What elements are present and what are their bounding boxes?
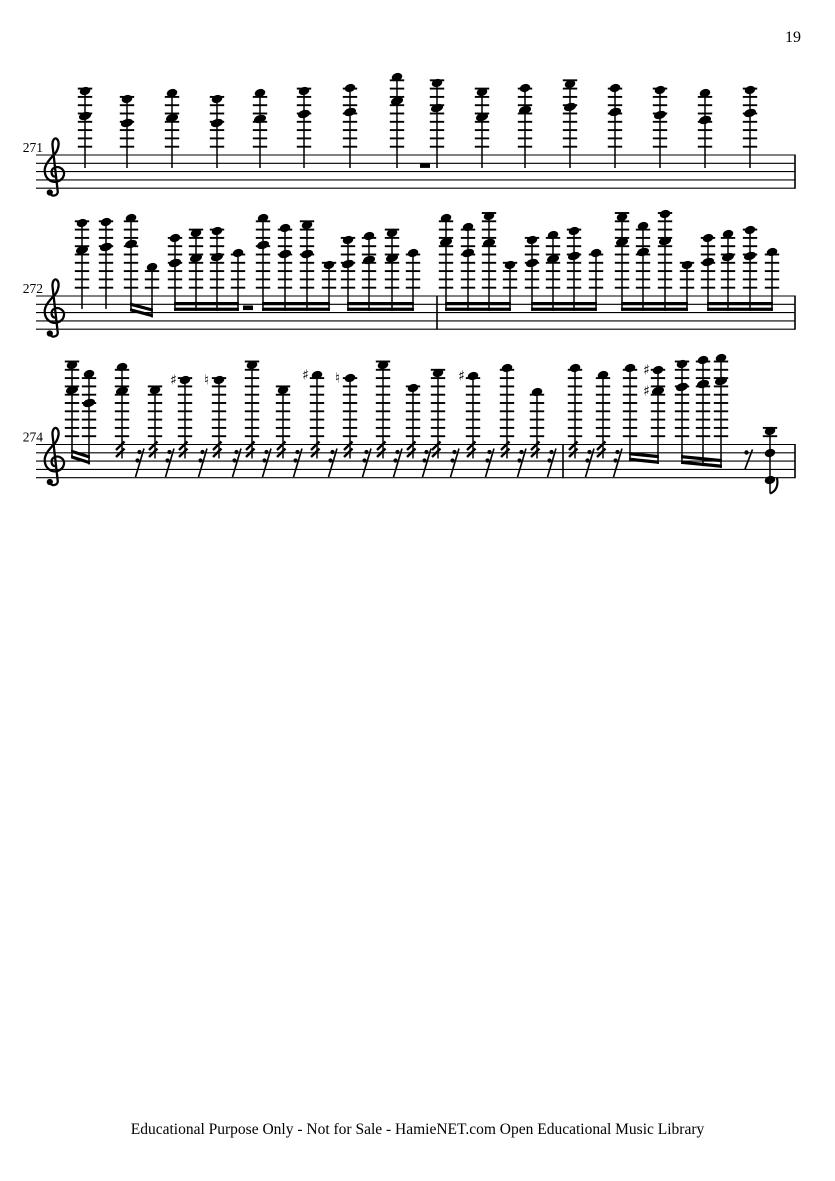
event-s <box>148 385 162 459</box>
event-g <box>701 225 779 311</box>
event-q <box>120 94 134 168</box>
event-g <box>525 226 603 311</box>
event-r2 <box>243 306 253 311</box>
event-s <box>276 385 290 459</box>
event-g <box>65 360 96 465</box>
svg-text:♯: ♯ <box>643 362 650 379</box>
event-q <box>475 87 489 168</box>
event-s <box>596 370 610 459</box>
event-s <box>204 373 226 459</box>
svg-text:272: 272 <box>22 281 43 296</box>
event-g <box>124 213 159 318</box>
event-q <box>99 217 113 309</box>
event-q <box>78 86 92 168</box>
event-s <box>335 371 357 459</box>
event-q <box>390 72 404 168</box>
event-q <box>210 94 224 168</box>
event-g <box>623 363 665 465</box>
staff-system-271 <box>23 72 795 196</box>
svg-text:♯: ♯ <box>302 367 309 384</box>
event-s <box>170 373 192 459</box>
event-r2 <box>420 163 430 168</box>
event-s <box>376 360 390 459</box>
event-e8 <box>763 426 778 494</box>
event-s <box>530 387 544 459</box>
event-q <box>75 218 89 309</box>
event-g <box>168 226 245 311</box>
event-s <box>245 360 259 459</box>
event-g <box>341 228 420 311</box>
event-r8 <box>744 450 752 470</box>
event-q <box>698 88 712 168</box>
svg-text:♮: ♮ <box>204 372 210 389</box>
event-g <box>675 353 728 468</box>
footer-credit: Educational Purpose Only - Not for Sale - HamieNET.com Open Educational Music Library <box>130 1121 705 1138</box>
event-q <box>297 86 311 168</box>
svg-text:♯: ♯ <box>643 383 650 400</box>
svg-text:♮: ♮ <box>335 370 341 387</box>
page-number: 19 <box>785 29 801 46</box>
staff-system-274 <box>23 353 795 494</box>
event-q <box>253 88 267 168</box>
svg-text:274: 274 <box>22 429 43 445</box>
svg-text:271: 271 <box>22 140 43 155</box>
svg-text:♯: ♯ <box>458 368 465 385</box>
event-s <box>406 383 420 459</box>
svg-text:♯: ♯ <box>170 372 177 389</box>
event-q <box>430 78 444 168</box>
staff-system-272 <box>23 209 795 337</box>
event-q <box>165 88 179 168</box>
